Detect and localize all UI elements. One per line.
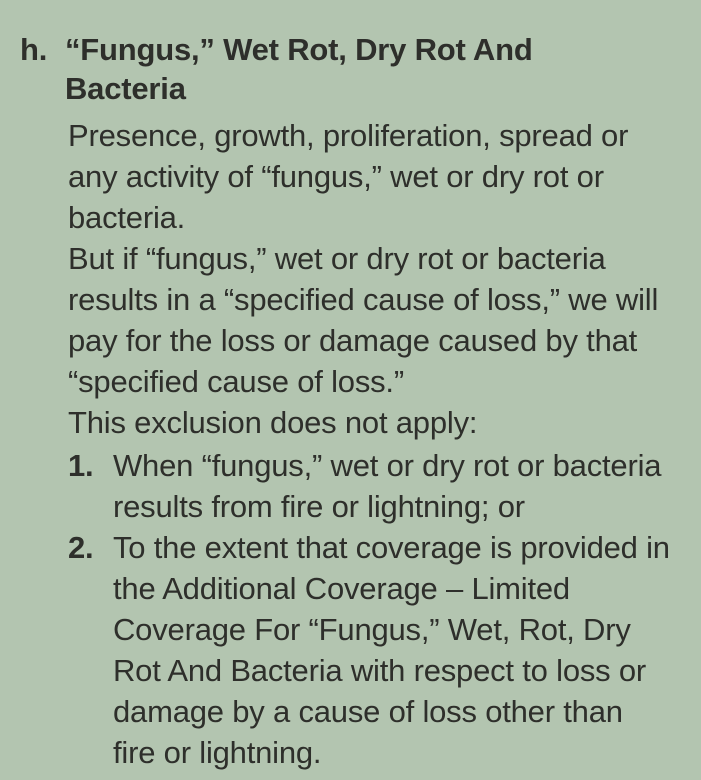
list-item [68, 527, 672, 773]
paragraph-exclusion-intro: This exclusion does not apply: [68, 405, 478, 440]
paragraph-specified-cause: But if “fungus,” wet or dry rot or bacteria results in a “specified cause of loss,” we will pay for the loss or damage caused by that “specified cause of loss.” [68, 241, 659, 399]
list-item-text: To the extent that coverage is provided in the Additional Coverage – Limited Coverage For “Fungus,” Wet, Rot, Dry Rot And Bacteria with respect to loss or damage by a cause of loss other than fire or lightning. [113, 530, 670, 770]
exception-list [68, 445, 672, 773]
section-body [68, 115, 672, 773]
list-item [68, 445, 672, 527]
list-item-text: When “fungus,” wet or dry rot or bacteria results from fire or lightning; or [113, 448, 662, 524]
paragraph-presence: Presence, growth, proliferation, spread or any activity of “fungus,” wet or dry rot or bacteria. [68, 118, 629, 235]
section-letter: h. [20, 32, 48, 67]
section-heading-row [20, 30, 681, 108]
section-title: “Fungus,” Wet Rot, Dry Rot And Bacteria [65, 32, 533, 106]
list-item-number: 2. [68, 530, 94, 565]
list-item-number: 1. [68, 448, 94, 483]
